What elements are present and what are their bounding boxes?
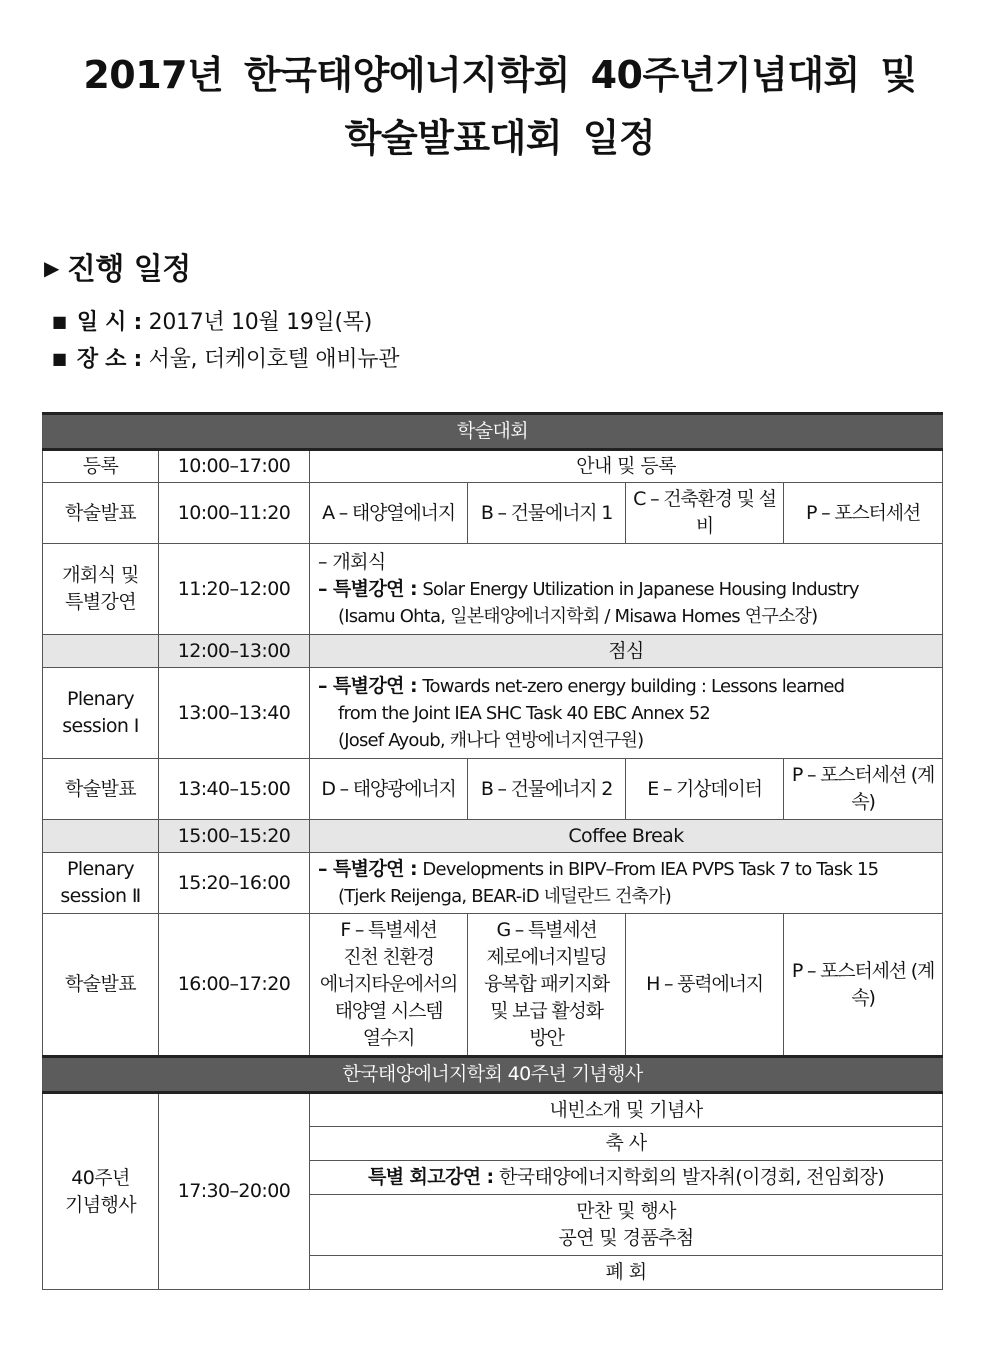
row-label-line: Plenary [67, 688, 134, 710]
row-label: 학술발표 [43, 759, 159, 820]
event-item [310, 1161, 943, 1195]
lecture-line [318, 856, 939, 883]
table-row [43, 1093, 943, 1127]
lecture-speaker: (Isamu Ohta, 일본태양에너지학회 / Misawa Homes 연구소장) [338, 605, 818, 627]
track-h: H – 풍력에너지 [626, 914, 784, 1057]
table-row [43, 668, 943, 759]
event-item-text: 한국태양에너지학회의 발자취(이경회, 전임회장) [499, 1166, 885, 1188]
track-b2: B – 건물에너지 2 [468, 759, 626, 820]
track-g-line: 제로에너지빌딩 [486, 946, 607, 968]
row-content: 안내 및 등록 [310, 450, 943, 483]
track-g-line: G – 특별세션 [496, 919, 597, 941]
lecture-speaker: (Tjerk Reijenga, BEAR-iD 네덜란드 건축가) [338, 886, 671, 907]
place-label: 장 소 : [76, 347, 142, 372]
row-label [43, 668, 159, 759]
row-label-line: session Ⅰ [62, 715, 139, 737]
table-row [43, 914, 943, 1057]
track-p: P – 포스터세션 (계속) [784, 759, 943, 820]
table-row [43, 544, 943, 635]
track-c: C – 건축환경 및 설비 [626, 483, 784, 544]
lecture-title: Developments in BIPV–From IEA PVPS Task 7 to Task 15 [422, 859, 879, 880]
lecture-speaker: (Josef Ayoub, 캐나다 연방에너지연구원) [338, 729, 644, 751]
event-item: 폐 회 [310, 1256, 943, 1290]
track-g [468, 914, 626, 1057]
track-g-line: 방안 [529, 1027, 564, 1049]
track-e: E – 기상데이터 [626, 759, 784, 820]
row-label-empty [43, 820, 159, 853]
track-f-line: 에너지타운에서의 [319, 973, 458, 995]
row-time: 10:00–17:00 [159, 450, 310, 483]
page-title-line-1: 2017년 한국태양에너지학회 40주년기념대회 및 [83, 53, 917, 97]
info-date [52, 305, 372, 336]
row-label-empty [43, 635, 159, 668]
track-p: P – 포스터세션 [784, 483, 943, 544]
section-header-row [43, 1057, 943, 1093]
lecture-label: – 특별강연 : [318, 674, 417, 697]
row-label [43, 853, 159, 914]
date-label: 일 시 : [76, 310, 142, 335]
track-f [310, 914, 468, 1057]
row-time: 11:20–12:00 [159, 544, 310, 635]
row-content: Coffee Break [310, 820, 943, 853]
date-value: 2017년 10월 19일(목) [148, 310, 372, 335]
lecture-line [318, 673, 939, 700]
table-row [43, 820, 943, 853]
row-time: 13:00–13:40 [159, 668, 310, 759]
row-time: 15:00–15:20 [159, 820, 310, 853]
table-row [43, 759, 943, 820]
section-header-academic: 학술대회 [43, 414, 943, 450]
table-row [43, 853, 943, 914]
row-time: 15:20–16:00 [159, 853, 310, 914]
lecture-line [318, 576, 939, 603]
square-bullet-icon: ■ [52, 349, 67, 368]
track-f-line: F – 특별세션 [340, 919, 437, 941]
row-time: 10:00–11:20 [159, 483, 310, 544]
row-label-line: 특별강연 [64, 591, 137, 613]
lecture-title: Solar Energy Utilization in Japanese Housing Industry [422, 578, 859, 600]
schedule-table [42, 412, 943, 1290]
row-label-line: 기념행사 [64, 1193, 137, 1216]
row-content [310, 668, 943, 759]
row-label-line: 개회식 및 [62, 564, 139, 586]
row-time: 13:40–15:00 [159, 759, 310, 820]
row-label-line: session Ⅱ [60, 885, 141, 907]
track-f-line: 진천 친환경 [343, 946, 434, 968]
table-row [43, 450, 943, 483]
track-f-line: 태양열 시스템 [334, 1000, 443, 1022]
opening-line: – 개회식 [318, 550, 386, 573]
row-label [43, 544, 159, 635]
row-label: 학술발표 [43, 914, 159, 1057]
lecture-label: – 특별강연 : [318, 858, 417, 880]
section-header-row [43, 414, 943, 450]
row-time: 16:00–17:20 [159, 914, 310, 1057]
row-time: 12:00–13:00 [159, 635, 310, 668]
section-heading-text: 진행 일정 [66, 252, 191, 287]
row-content [310, 853, 943, 914]
row-label: 학술발표 [43, 483, 159, 544]
row-content [310, 544, 943, 635]
lecture-label: – 특별강연 : [318, 577, 417, 600]
lecture-title: Towards net-zero energy building : Lessons learned [422, 675, 845, 697]
page-title-line-2: 학술발표대회 일정 [344, 116, 656, 160]
track-g-line: 융복합 패키지화 [484, 973, 609, 995]
table-row [43, 635, 943, 668]
event-item: 축 사 [310, 1127, 943, 1161]
row-content: 점심 [310, 635, 943, 668]
track-p: P – 포스터세션 (계속) [784, 914, 943, 1057]
track-b1: B – 건물에너지 1 [468, 483, 626, 544]
row-time: 17:30–20:00 [159, 1093, 310, 1290]
row-label-line: Plenary [67, 858, 134, 880]
lecture-title-cont: from the Joint IEA SHC Task 40 EBC Annex 52 [338, 702, 711, 724]
row-label [43, 1093, 159, 1290]
triangle-bullet-icon: ▶ [44, 256, 59, 280]
section-heading [44, 244, 191, 288]
event-item: 내빈소개 및 기념사 [310, 1093, 943, 1127]
info-place [52, 342, 399, 373]
event-item-line: 만찬 및 행사 [576, 1200, 676, 1222]
row-label: 등록 [43, 450, 159, 483]
row-label-line: 40주년 [71, 1166, 130, 1189]
event-item-line: 공연 및 경품추첨 [558, 1227, 694, 1249]
place-value: 서울, 더케이호텔 애비뉴관 [148, 347, 400, 372]
section-header-anniversary: 한국태양에너지학회 40주년 기념행사 [43, 1057, 943, 1093]
event-item [310, 1195, 943, 1256]
track-f-line: 열수지 [362, 1027, 415, 1049]
track-d: D – 태양광에너지 [310, 759, 468, 820]
track-a: A – 태양열에너지 [310, 483, 468, 544]
track-g-line: 및 보급 활성화 [490, 1000, 603, 1022]
event-item-label: 특별 회고강연 : [367, 1166, 494, 1188]
table-row [43, 483, 943, 544]
square-bullet-icon: ■ [52, 312, 67, 331]
